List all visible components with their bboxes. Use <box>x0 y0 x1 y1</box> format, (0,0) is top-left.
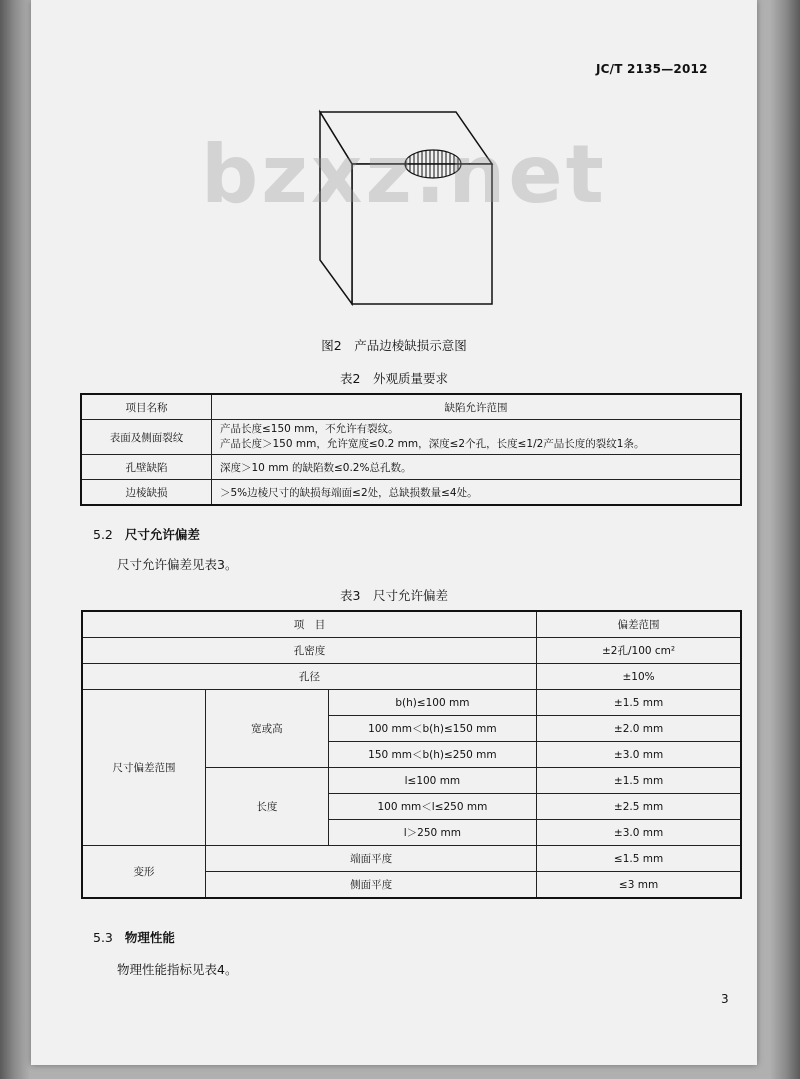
table-cell: 变形 <box>82 846 206 899</box>
table-cell: 100 mm＜b(h)≤150 mm <box>328 716 536 742</box>
table-cell: ≤1.5 mm <box>537 846 741 872</box>
section-5-2-heading <box>93 525 200 543</box>
table-cell: ±2孔/100 cm² <box>537 638 741 664</box>
table-row <box>82 690 741 716</box>
table-2-caption: 表2 外观质量要求 <box>340 371 448 386</box>
table-cell: l＞250 mm <box>328 820 536 846</box>
page-number: 3 <box>721 992 729 1006</box>
table-header-cell: 项目名称 <box>81 394 212 420</box>
table-row <box>81 455 741 480</box>
section-title: 物理性能 <box>124 930 175 945</box>
table-row <box>81 420 741 455</box>
section-5-3-heading <box>93 928 175 946</box>
table-cell: 边棱缺损 <box>81 480 212 506</box>
watermark: bzxz.net <box>201 128 607 221</box>
table-cell: 孔壁缺陷 <box>81 455 212 480</box>
table-cell: 侧面平度 <box>206 872 537 899</box>
table-cell: l≤100 mm <box>328 768 536 794</box>
table-cell: 150 mm＜b(h)≤250 mm <box>328 742 536 768</box>
table-row <box>81 394 741 420</box>
table-3-caption: 表3 尺寸允许偏差 <box>340 588 448 603</box>
table-cell-line: 产品长度≤150 mm，不允许有裂纹。 <box>220 423 399 435</box>
table-cell-line: 产品长度＞150 mm，允许宽度≤0.2 mm，深度≤2个孔，长度≤1/2产品长度的裂纹1条。 <box>220 438 645 450</box>
table-cell: ±2.0 mm <box>537 716 741 742</box>
table-cell: ±3.0 mm <box>537 820 741 846</box>
table-row <box>82 611 741 638</box>
table-row <box>82 638 741 664</box>
table-cell: ＞5%边棱尺寸的缺损每端面≤2处，总缺损数量≤4处。 <box>212 480 742 506</box>
figure-2-caption: 图2 产品边棱缺损示意图 <box>321 338 467 353</box>
table-header-cell: 偏差范围 <box>537 611 741 638</box>
table-cell: ±2.5 mm <box>537 794 741 820</box>
table-header-cell: 缺陷允许范围 <box>212 394 742 420</box>
table-cell: ±3.0 mm <box>537 742 741 768</box>
section-number: 5.2 <box>93 527 113 542</box>
table-cell: 宽或高 <box>206 690 329 768</box>
table-cell: 表面及侧面裂纹 <box>81 420 212 455</box>
table-cell: ±1.5 mm <box>537 690 741 716</box>
table-row <box>81 480 741 506</box>
table-3-dimension-tolerance <box>81 610 742 899</box>
table-row <box>82 846 741 872</box>
table-2-appearance-quality <box>80 393 742 506</box>
table-cell: b(h)≤100 mm <box>328 690 536 716</box>
section-number: 5.3 <box>93 930 113 945</box>
table-cell: 深度＞10 mm 的缺陷数≤0.2%总孔数。 <box>212 455 742 480</box>
table-cell: ±1.5 mm <box>537 768 741 794</box>
table-cell: 端面平度 <box>206 846 537 872</box>
section-5-3-text: 物理性能指标见表4。 <box>117 962 238 977</box>
table-cell: ≤3 mm <box>537 872 741 899</box>
standard-code: JC/T 2135—2012 <box>596 62 708 76</box>
table-cell <box>212 420 742 455</box>
section-5-2-text: 尺寸允许偏差见表3。 <box>117 557 238 572</box>
section-title: 尺寸允许偏差 <box>124 527 200 542</box>
table-cell: 长度 <box>206 768 329 846</box>
table-cell: 孔密度 <box>82 638 537 664</box>
document-page <box>31 0 757 1065</box>
table-cell: 100 mm＜l≤250 mm <box>328 794 536 820</box>
table-row <box>82 664 741 690</box>
table-cell: ±10% <box>537 664 741 690</box>
table-cell: 尺寸偏差范围 <box>82 690 206 846</box>
table-header-cell: 项 目 <box>82 611 537 638</box>
table-cell: 孔径 <box>82 664 537 690</box>
